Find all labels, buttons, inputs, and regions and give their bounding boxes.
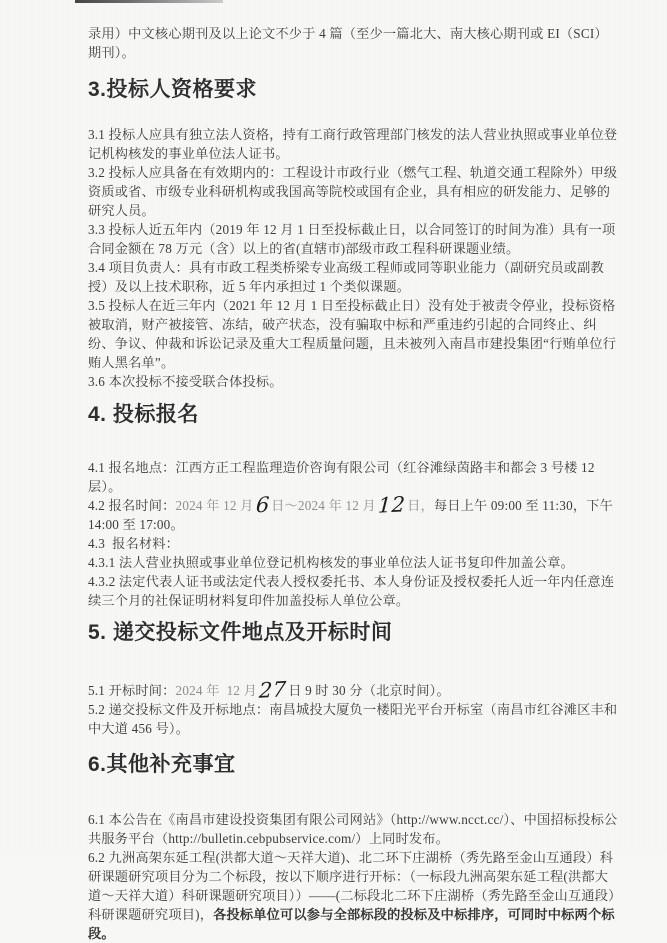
para-3-4: 3.4 项目负责人：具有市政工程类桥梁专业高级工程师或同等职业能力（副研究员或副教授）及以上技术职称，近 5 年内承担过 1 个类似课题。 xyxy=(88,260,604,294)
para-3-6: 3.6 本次投标不接受联合体投标。 xyxy=(88,374,283,389)
para-4-3-2: 4.3.2 法定代表人证书或法定代表人授权委托书、本人身份证及授权委托人近一年内任意连续三个月的社保证明材料复印件加盖投标人单位公章。 xyxy=(88,574,615,608)
para-4-3: 4.3 报名材料： xyxy=(88,536,180,551)
para-5-1-rest: 日 9 时 30 分（北京时间）。 xyxy=(288,683,450,698)
section-3-heading: 3.投标人资格要求 xyxy=(88,78,258,101)
section-6-body xyxy=(88,810,618,943)
handwritten-day-27: 27 xyxy=(258,677,287,703)
handwritten-day-12: 12 xyxy=(377,492,406,518)
section-5-heading: 5. 递交投标文件地点及开标时间 xyxy=(88,621,393,644)
para-6-2-normal: 6.2 九洲高架东延工程(洪都大道～天祥大道)、北二环下庄湖桥（秀先路至金山互通段）科研课题研究项目分为二个标段，按以下顺序进行开标：（一标段九洲高架东延工程(洪都大道～天祥大道）科研课题研究项目））——(二标段北二环下庄湖桥（秀先路至金山互通段）科研课题研究项目)， xyxy=(88,850,615,922)
para-5-1 xyxy=(88,677,618,703)
section-6-heading: 6.其他补充事宜 xyxy=(88,753,236,776)
para-5-2: 5.2 递交投标文件及开标地点：南昌城投大厦负一楼阳光平台开标室（南昌市红谷滩区丰和中大道 456 号）。 xyxy=(88,702,618,736)
para-3-3: 3.3 投标人近五年内（2019 年 12 月 1 日至投标截止日，以合同签订的时间为准）具有一项合同金额在 78 万元（含）以上的省(直辖市)部级市政工程科研课题业绩。 xyxy=(88,222,616,256)
section-4-body xyxy=(88,458,618,610)
para-4-3-1: 4.3.1 法人营业执照或事业单位登记机构核发的事业单位法人证书复印件加盖公章。 xyxy=(88,555,575,570)
handwritten-day-6: 6 xyxy=(254,492,270,518)
para-4-2-rest: 每日上午 09:00 至 11:30，下午 14:00 至 17:00。 xyxy=(88,498,617,532)
continuation-text: 录用）中文核心期刊及以上论文不少于 4 篇（至少一篇北大、南大核心期刊或 EI（SCI）期刊）。 xyxy=(88,26,608,60)
document-content xyxy=(88,24,618,943)
para-3-2: 3.2 投标人应具备在有效期内的：工程设计市政行业（燃气工程、轨道交通工程除外）甲级资质或省、市级专业科研机构或我国高等院校或国有企业，具有相应的研发能力、足够的研究人员。 xyxy=(88,165,618,218)
printed-date-middle: 日～2024 年 12 月 xyxy=(271,498,376,513)
para-4-1: 4.1 报名地点：江西方正工程监理造价咨询有限公司（红谷滩绿茵路丰和都会 3 号楼 12 层）。 xyxy=(88,460,599,494)
para-4-2-prefix: 4.2 报名时间： xyxy=(88,498,176,513)
section-4-heading: 4. 投标报名 xyxy=(88,403,199,426)
para-5-1-prefix: 5.1 开标时间： xyxy=(88,683,176,698)
printed-opening-date: 2024 年 12 月 xyxy=(175,683,258,698)
section-3-body xyxy=(88,125,618,391)
printed-date-start: 2024 年 12 月 xyxy=(175,498,254,513)
printed-date-suffix: 日， xyxy=(407,498,434,513)
section-5-body xyxy=(88,677,618,738)
para-6-1: 6.1 本公告在《南昌市建设投资集团有限公司网站》（http://www.ncct.cc/）、中国招标投标公共服务平台（http://bulletin.cebpubservice.com/）上同时发布。 xyxy=(88,812,618,846)
para-3-5: 3.5 投标人在近三年内（2021 年 12 月 1 日至投标截止日）没有处于被责令停业，投标资格被取消，财产被接管、冻结，破产状态，没有骗取中标和严重违约引起的合同终止、纠纷、争议、仲裁和诉讼记录及重大工程质量问题，且未被列入南昌市建投集团“行贿单位行贿人黑名单”。 xyxy=(88,298,617,370)
para-3-1: 3.1 投标人应具有独立法人资格，持有工商行政管理部门核发的法人营业执照或事业单位登记机构核发的事业单位法人证书。 xyxy=(88,127,618,161)
para-6-2 xyxy=(88,848,618,943)
para-4-2 xyxy=(88,492,618,534)
scan-artifact-line xyxy=(75,0,223,3)
para-6-2-bold: 各投标单位可以参与全部标段的投标及中标排序，可同时中标两个标段。 xyxy=(88,907,615,941)
